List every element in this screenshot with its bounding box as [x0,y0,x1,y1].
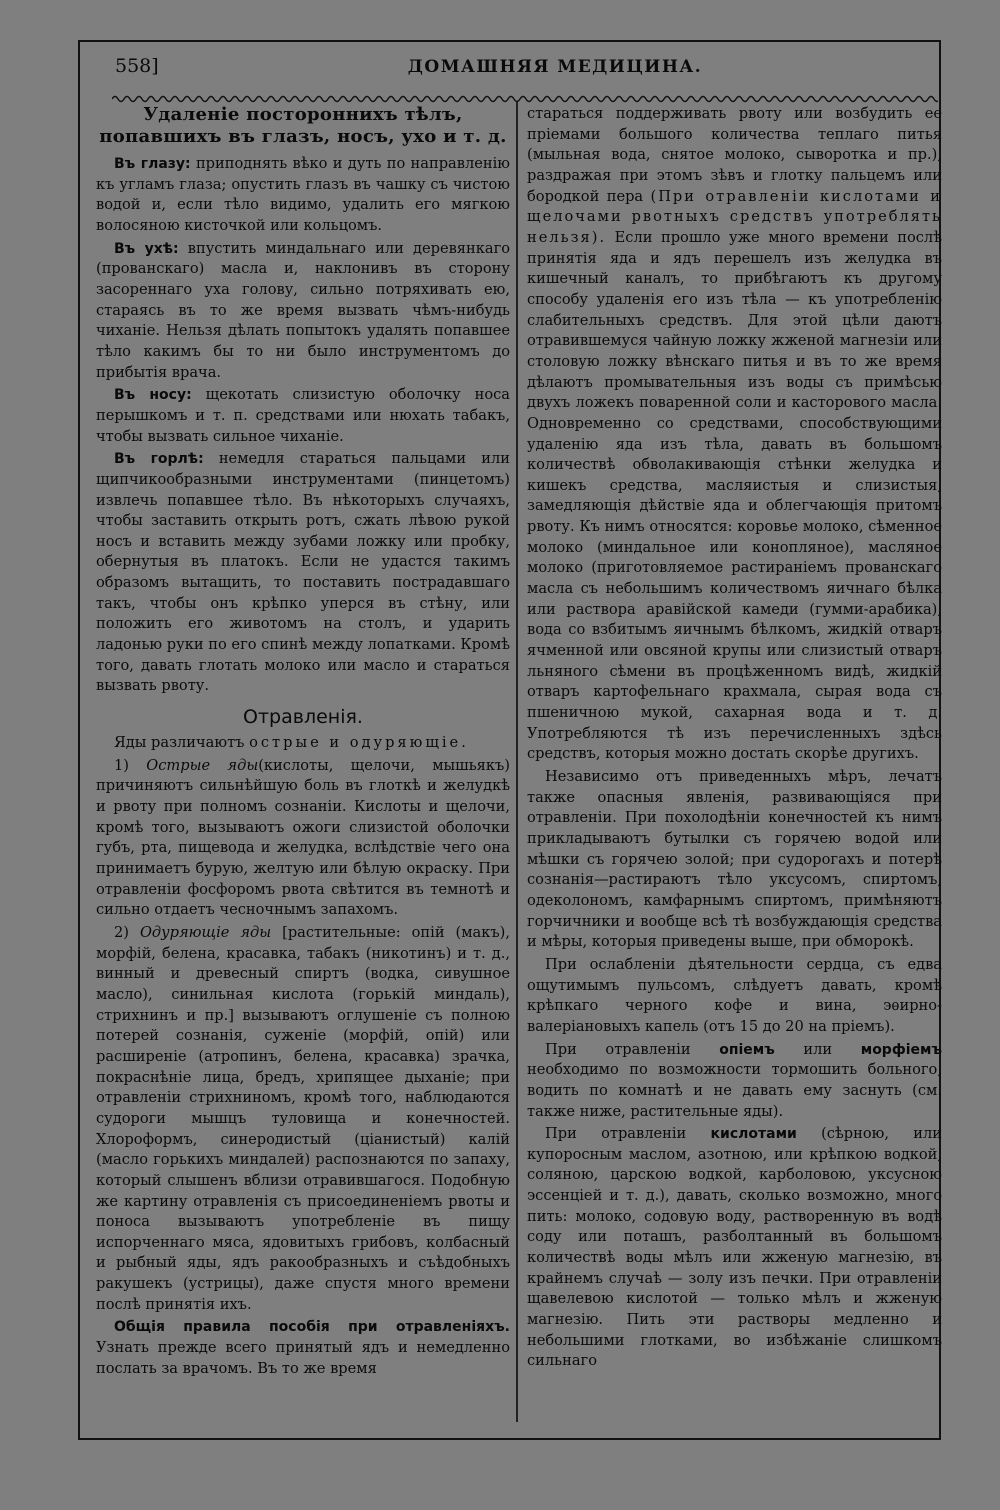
page-header [115,55,935,89]
page-number: 558] [115,55,159,77]
paragraph-symptoms: Независимо отъ приведенныхъ мѣръ, лечатъ также опасныя явленія, развивающіяся при отравленіи. При похолодѣніи конечностей къ нимъ прикладываютъ бутылки съ горячею водой или мѣшки съ горячею золой; при судорогахъ и потерѣ сознанія—растираютъ тѣло уксусомъ, спиртомъ, одеколономъ, камфарнымъ спиртомъ, примѣняютъ горчичники и вообще всѣ тѣ возбуждающія средства и мѣры, которыя приведены выше, при обморокѣ. [527,768,942,951]
section-title-poisoning: Отравленія. [243,706,363,729]
running-title: ДОМАШНЯЯ МЕДИЦИНА. [407,57,703,77]
paragraph-acute-poisons: 1) Острые яды(кислоты, щелочи, мышьякъ) причиняютъ сильнѣйшую боль въ глоткѣ и желудкѣ и рвоту при полномъ сознаніи. Кислоты и щелочи, кромѣ того, вызываютъ ожоги слизистой оболочки губъ, рта, пищевода и желудка, вслѣдствіе чего она принимаетъ бурую, желтую или бѣлую окраску. При отравленіи фосфоромъ рвота свѣтится въ темнотѣ и сильно отдаетъ чесночнымъ запахомъ. [96,756,510,919]
column-rule [516,102,518,1422]
paragraph-nose: Въ носу: щекотать слизистую оболочку носа перышкомъ и т. п. средствами или нюхать табакъ, чтобы вызвать сильное чиханіе. [96,386,510,445]
paragraph-general-rules: Общія правила пособія при отравленіяхъ. Узнать прежде всего принятый ядъ и немедленно послать за врачомъ. Въ то же время [96,1319,510,1377]
left-column [96,104,510,1381]
section-title-foreign-bodies: Удаленіе постороннихъ тѣлъ, попавшихъ въ глазъ, носъ, ухо и т. д. [99,104,507,147]
paragraph-emetics: стараться поддерживать рвоту или возбудить ее пріемами большого количества теплаго питья (мыльная вода, снятое молоко, сыворотка и пр.), раздражая при этомъ зѣвъ и глотку пальцемъ или бородкой пера (При отравленіи кислотами и щелочами рвотныхъ средствъ употреблять нельзя). Если прошло уже много времени послѣ принятія яда и ядъ перешелъ изъ желудка въ кишечный каналъ, то прибѣгаютъ къ другому способу удаленія его изъ тѣла — къ употребленію слабительныхъ средствъ. Для этой цѣли даютъ отравившемуся чайную ложку жженой магнезіи или столовую ложку вѣнскаго питья и въ то же время дѣлаютъ промывательныя изъ воды съ примѣсью двухъ ложекъ поваренной соли и касторового масла. Одновременно со средствами, способствующими удаленію яда изъ тѣла, давать въ большомъ количествѣ обволакивающія стѣнки желудка и кишекъ средства, масляистыя и слизистыя, замедляющія дѣйствіе яда и облегчающія притомъ рвоту. Къ нимъ относятся: коровье молоко, сѣменное молоко (миндальное или конопляное), масляное молоко (приготовляемое растираніемъ прованскаго масла съ небольшимъ количествомъ яичнаго бѣлка или раствора аравійской камеди (гумми-арабика), вода со взбитымъ яичнымъ бѣлкомъ, жидкій отваръ ячменной или овсяной крупы или слизистый отваръ льняного сѣмени въ процѣженномъ видѣ, жидкій отваръ картофельнаго крахмала, сырая вода съ пшеничною мукой, сахарная вода и т. д. Употребляются тѣ изъ перечисленныхъ здѣсь средствъ, которыя можно достать скорѣе другихъ. [527,105,942,763]
paragraph-eye: Въ глазу: приподнять вѣко и дуть по направленію къ угламъ глаза; опустить глазъ въ чашку съ чистою водой и, если тѣло видимо, удалить его мягкою волосяною кисточкой или кольцомъ. [96,155,510,234]
paragraph-heart: При ослабленіи дѣятельности сердца, съ едва ощутимымъ пульсомъ, слѣдуетъ давать, кромѣ крѣпкаго черного кофе и вина, эѳирно-валеріановыхъ капель (отъ 15 до 20 на пріемъ). [527,955,942,1035]
right-column [527,104,942,1374]
paragraph-acids: При отравленіи кислотами (сѣрною, или купоросным маслом, азотною, или крѣпкою водкой, соляною, царскою водкой, карболовою, уксусною эссенціей и т. д.), давать, сколько возможно, много пить: молоко, содовую воду, растворенную въ водѣ соду или поташъ, разболтанный въ большомъ количествѣ воды мѣлъ или жженую магнезію, въ крайнемъ случаѣ — золу изъ печки. При отравленіи щавелевою кислотой — только мѣлъ и жженую магнезію. Пить эти растворы медленно и небольшими глотками, во избѣжаніе слишкомъ сильнаго [527,1125,942,1370]
paragraph-ear: Въ ухѣ: впустить миндальнаго или деревянкаго (прованскаго) масла и, наклонивъ въ сторону засореннаго уха голову, сильно потряхивать ею, стараясь въ то же время вызвать чѣмъ-нибудь чиханіе. Нельзя дѣлать попытокъ удалять попавшее тѣло какимъ бы то ни было инструментомъ до прибытія врача. [96,239,510,381]
paragraph-stupefying-poisons: 2) Одуряющіе яды [растительные: опій (макъ), морфій, белена, красавка, табакъ (никотинъ) и т. д., винный и древесный спиртъ (водка, сивушное масло), синильная кислота (горькій миндаль), стрихнинъ и пр.] вызываютъ оглушеніе съ полною потерей сознанія, суженіе (морфій, опій) или расширеніе (атропинъ, белена, красавка) зрачка, покраснѣніе лица, бредъ, хрипящее дыханіе; при отравленіи стрихниномъ, кромѣ того, наблюдаются судороги мышцъ туловища и конечностей. Хлороформъ, синеродистый (ціанистый) калій (масло горькихъ миндалей) распознаются по запаху, который слышенъ вблизи отравившагося. Подобную же картину отравленія съ присоединеніемъ рвоты и поноса вызываютъ употребленіе въ пищу испорченнаго мяса, ядовитыхъ грибовъ, колбасный и рыбный яды, ядъ ракообразныхъ и съѣдобныхъ ракушекъ (устрицы), даже спустя много времени послѣ принятія ихъ. [96,923,510,1313]
paragraph-opium: При отравленіи опіемъ или морфіемъ необходимо по возможности тормошить больного, водить по комнатѣ и не давать ему заснуть (см. также ниже, растительные яды). [527,1040,942,1120]
paragraph-poison-intro: Яды различаютъ острые и одуряющіе. [114,734,469,752]
paragraph-throat: Въ горлѣ: немедля стараться пальцами или щипчикообразными инструментами (пинцетомъ) извлечь попавшее тѣло. Въ нѣкоторыхъ случаяхъ, чтобы заставить открыть ротъ, сжать лѣвою рукой носъ и вставить между зубами ложку или пробку, обернутыя въ платокъ. Если не удастся такимъ образомъ вытащить, то поставить пострадавшаго такъ, чтобы онъ крѣпко уперся въ стѣну, или положить его животомъ на столъ, и ударить ладонью руки по его спинѣ между лопатками. Кромѣ того, давать глотать молоко или масло и стараться вызвать рвоту. [96,450,510,695]
